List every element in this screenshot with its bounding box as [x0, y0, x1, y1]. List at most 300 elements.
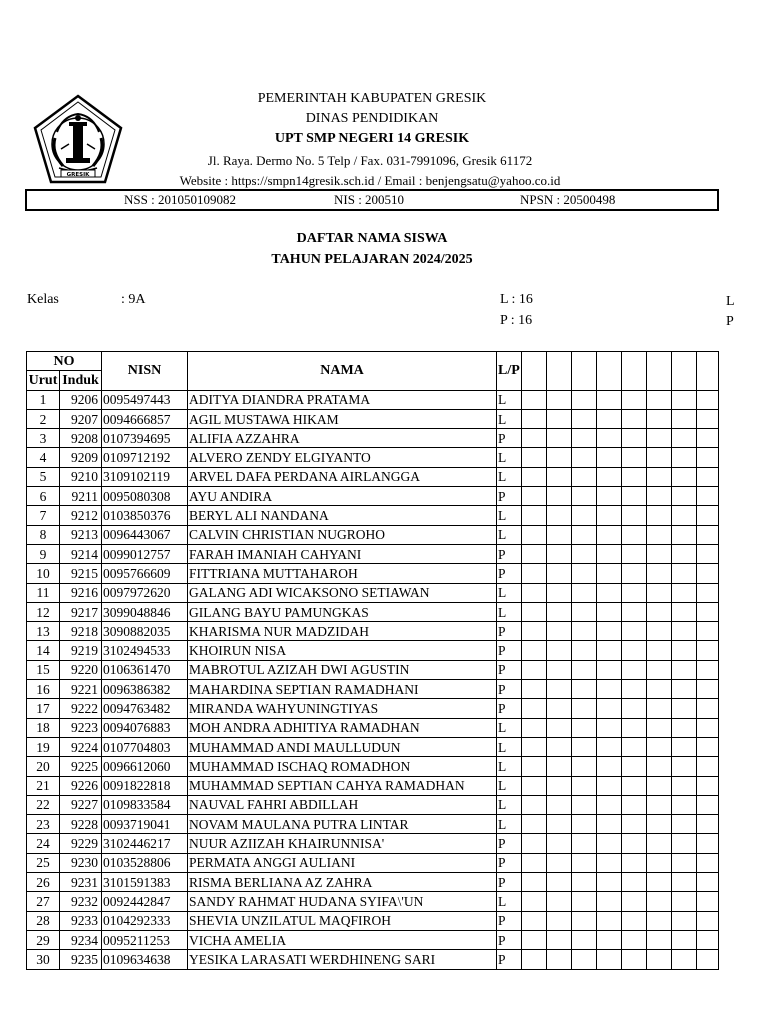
row-extra-cell [521, 448, 546, 467]
row-induk: 9230 [60, 853, 102, 872]
row-extra-cell [671, 487, 696, 506]
row-extra-cell [621, 660, 646, 679]
row-extra-cell [571, 448, 596, 467]
row-extra-cell [696, 795, 718, 814]
row-induk: 9214 [60, 544, 102, 563]
row-extra-cell [571, 815, 596, 834]
row-extra-cell [671, 892, 696, 911]
row-urut: 27 [27, 892, 60, 911]
row-extra-cell [671, 409, 696, 428]
row-extra-cell [596, 409, 621, 428]
row-extra-cell [596, 506, 621, 525]
row-extra-cell [646, 409, 671, 428]
row-extra-cell [696, 660, 718, 679]
row-induk: 9216 [60, 583, 102, 602]
row-extra-cell [521, 757, 546, 776]
row-nisn: 0096612060 [102, 757, 188, 776]
row-gender: L [497, 390, 522, 409]
row-extra-cell [621, 467, 646, 486]
row-induk: 9222 [60, 699, 102, 718]
row-urut: 20 [27, 757, 60, 776]
row-extra-cell [646, 467, 671, 486]
row-urut: 25 [27, 853, 60, 872]
row-gender: P [497, 930, 522, 949]
row-extra-cell [696, 564, 718, 583]
table-row [27, 660, 719, 679]
row-extra-cell [596, 815, 621, 834]
row-extra-cell [571, 467, 596, 486]
table-row [27, 429, 719, 448]
row-extra-cell [521, 622, 546, 641]
row-induk: 9211 [60, 487, 102, 506]
row-extra-cell [571, 834, 596, 853]
department-name: DINAS PENDIDIKAN [305, 111, 439, 126]
row-extra-cell [521, 467, 546, 486]
row-nama: NUUR AZIIZAH KHAIRUNNISA' [188, 834, 497, 853]
row-extra-cell [621, 815, 646, 834]
header-extra [621, 352, 646, 391]
row-induk: 9221 [60, 680, 102, 699]
row-extra-cell [671, 911, 696, 930]
row-extra-cell [571, 409, 596, 428]
row-urut: 28 [27, 911, 60, 930]
row-nama: MOH ANDRA ADHITIYA RAMADHAN [188, 718, 497, 737]
row-extra-cell [521, 776, 546, 795]
header-induk: Induk [60, 371, 102, 390]
row-extra-cell [546, 911, 571, 930]
row-extra-cell [596, 699, 621, 718]
table-row [27, 390, 719, 409]
row-extra-cell [546, 873, 571, 892]
table-row [27, 506, 719, 525]
row-nama: MUHAMMAD ANDI MAULLUDUN [188, 737, 497, 756]
row-extra-cell [596, 834, 621, 853]
table-row [27, 757, 719, 776]
row-nama: YESIKA LARASATI WERDHINENG SARI [188, 950, 497, 969]
row-extra-cell [671, 853, 696, 872]
row-extra-cell [696, 506, 718, 525]
row-extra-cell [546, 853, 571, 872]
table-row [27, 892, 719, 911]
row-extra-cell [671, 525, 696, 544]
school-id-bar [25, 189, 719, 211]
row-nisn: 0094076883 [102, 718, 188, 737]
row-extra-cell [546, 467, 571, 486]
row-extra-cell [646, 660, 671, 679]
row-extra-cell [621, 911, 646, 930]
row-extra-cell [546, 544, 571, 563]
row-urut: 6 [27, 487, 60, 506]
row-extra-cell [571, 795, 596, 814]
row-extra-cell [596, 950, 621, 969]
row-extra-cell [671, 641, 696, 660]
row-extra-cell [671, 564, 696, 583]
row-extra-cell [621, 525, 646, 544]
nis-number: NIS : 200510 [334, 192, 405, 207]
row-extra-cell [596, 660, 621, 679]
row-nama: GALANG ADI WICAKSONO SETIAWAN [188, 583, 497, 602]
row-urut: 22 [27, 795, 60, 814]
row-extra-cell [571, 776, 596, 795]
row-extra-cell [546, 622, 571, 641]
row-extra-cell [621, 544, 646, 563]
row-extra-cell [521, 930, 546, 949]
row-extra-cell [596, 564, 621, 583]
row-extra-cell [646, 506, 671, 525]
row-nama: PERMATA ANGGI AULIANI [188, 853, 497, 872]
row-gender: L [497, 815, 522, 834]
table-row [27, 448, 719, 467]
row-induk: 9208 [60, 429, 102, 448]
row-extra-cell [696, 390, 718, 409]
table-row [27, 409, 719, 428]
row-extra-cell [621, 757, 646, 776]
row-extra-cell [571, 911, 596, 930]
row-nama: GILANG BAYU PAMUNGKAS [188, 602, 497, 621]
row-extra-cell [571, 699, 596, 718]
row-nisn: 3099048846 [102, 602, 188, 621]
row-extra-cell [546, 834, 571, 853]
row-gender: L [497, 602, 522, 621]
row-extra-cell [696, 737, 718, 756]
row-extra-cell [671, 660, 696, 679]
row-extra-cell [521, 544, 546, 563]
row-gender: L [497, 506, 522, 525]
row-extra-cell [521, 602, 546, 621]
row-extra-cell [521, 429, 546, 448]
row-extra-cell [546, 583, 571, 602]
row-nama: ALIFIA AZZAHRA [188, 429, 497, 448]
row-extra-cell [646, 892, 671, 911]
row-extra-cell [596, 622, 621, 641]
row-nisn: 0103850376 [102, 506, 188, 525]
table-row [27, 487, 719, 506]
row-extra-cell [646, 950, 671, 969]
row-induk: 9229 [60, 834, 102, 853]
row-nama: MUHAMMAD ISCHAQ ROMADHON [188, 757, 497, 776]
row-extra-cell [571, 429, 596, 448]
row-extra-cell [596, 467, 621, 486]
row-extra-cell [646, 911, 671, 930]
table-row [27, 737, 719, 756]
row-extra-cell [596, 776, 621, 795]
row-urut: 29 [27, 930, 60, 949]
row-extra-cell [521, 525, 546, 544]
row-extra-cell [621, 950, 646, 969]
row-extra-cell [696, 622, 718, 641]
row-extra-cell [521, 583, 546, 602]
class-label: Kelas [27, 292, 59, 307]
row-extra-cell [621, 583, 646, 602]
table-row [27, 834, 719, 853]
school-name: UPT SMP NEGERI 14 GRESIK [274, 131, 470, 146]
row-extra-cell [571, 873, 596, 892]
row-extra-cell [646, 718, 671, 737]
row-induk: 9219 [60, 641, 102, 660]
row-extra-cell [521, 737, 546, 756]
row-extra-cell [646, 737, 671, 756]
table-row [27, 622, 719, 641]
row-gender: P [497, 622, 522, 641]
row-extra-cell [696, 680, 718, 699]
header-nisn: NISN [102, 352, 188, 391]
row-extra-cell [646, 544, 671, 563]
row-nama: SHEVIA UNZILATUL MAQFIROH [188, 911, 497, 930]
row-nisn: 0096386382 [102, 680, 188, 699]
row-urut: 9 [27, 544, 60, 563]
row-nisn: 0094666857 [102, 409, 188, 428]
row-extra-cell [546, 448, 571, 467]
row-gender: P [497, 660, 522, 679]
row-urut: 14 [27, 641, 60, 660]
row-extra-cell [596, 487, 621, 506]
row-extra-cell [571, 506, 596, 525]
row-extra-cell [546, 602, 571, 621]
row-extra-cell [621, 622, 646, 641]
row-induk: 9217 [60, 602, 102, 621]
row-extra-cell [596, 892, 621, 911]
row-extra-cell [671, 448, 696, 467]
row-extra-cell [521, 409, 546, 428]
row-induk: 9225 [60, 757, 102, 776]
row-induk: 9213 [60, 525, 102, 544]
header-no: NO [27, 352, 102, 371]
row-gender: L [497, 583, 522, 602]
row-extra-cell [671, 506, 696, 525]
row-extra-cell [571, 602, 596, 621]
row-extra-cell [571, 641, 596, 660]
row-nisn: 0109634638 [102, 950, 188, 969]
row-urut: 21 [27, 776, 60, 795]
row-induk: 9228 [60, 815, 102, 834]
row-nama: MABROTUL AZIZAH DWI AGUSTIN [188, 660, 497, 679]
row-extra-cell [696, 525, 718, 544]
row-induk: 9215 [60, 564, 102, 583]
row-extra-cell [646, 930, 671, 949]
row-nama: KHARISMA NUR MADZIDAH [188, 622, 497, 641]
row-induk: 9223 [60, 718, 102, 737]
row-extra-cell [696, 409, 718, 428]
row-extra-cell [696, 718, 718, 737]
row-nama: MUHAMMAD SEPTIAN CAHYA RAMADHAN [188, 776, 497, 795]
row-extra-cell [696, 602, 718, 621]
row-extra-cell [596, 525, 621, 544]
row-extra-cell [671, 815, 696, 834]
row-extra-cell [596, 911, 621, 930]
class-value: : 9A [121, 292, 146, 307]
row-nisn: 0094763482 [102, 699, 188, 718]
row-extra-cell [546, 950, 571, 969]
row-urut: 1 [27, 390, 60, 409]
row-extra-cell [646, 564, 671, 583]
government-name: PEMERINTAH KABUPATEN GRESIK [257, 91, 487, 106]
row-gender: P [497, 699, 522, 718]
nss-number: NSS : 201050109082 [124, 192, 236, 207]
row-nisn: 0096443067 [102, 525, 188, 544]
row-nisn: 0109712192 [102, 448, 188, 467]
row-extra-cell [671, 795, 696, 814]
academic-year: TAHUN PELAJARAN 2024/2025 [271, 252, 473, 267]
row-nama: NOVAM MAULANA PUTRA LINTAR [188, 815, 497, 834]
row-nama: FITTRIANA MUTTAHAROH [188, 564, 497, 583]
row-extra-cell [546, 487, 571, 506]
row-extra-cell [646, 815, 671, 834]
row-extra-cell [546, 564, 571, 583]
row-extra-cell [571, 930, 596, 949]
row-extra-cell [646, 795, 671, 814]
row-urut: 10 [27, 564, 60, 583]
row-nisn: 0091822818 [102, 776, 188, 795]
row-extra-cell [671, 390, 696, 409]
row-extra-cell [671, 718, 696, 737]
row-urut: 16 [27, 680, 60, 699]
row-extra-cell [521, 853, 546, 872]
row-extra-cell [621, 737, 646, 756]
row-nisn: 0095497443 [102, 390, 188, 409]
row-extra-cell [571, 892, 596, 911]
row-extra-cell [621, 892, 646, 911]
row-extra-cell [571, 660, 596, 679]
row-nisn: 0107704803 [102, 737, 188, 756]
row-extra-cell [696, 776, 718, 795]
row-urut: 2 [27, 409, 60, 428]
row-urut: 19 [27, 737, 60, 756]
row-extra-cell [521, 815, 546, 834]
row-extra-cell [621, 930, 646, 949]
row-nisn: 0097972620 [102, 583, 188, 602]
row-extra-cell [546, 506, 571, 525]
row-extra-cell [521, 950, 546, 969]
row-extra-cell [546, 930, 571, 949]
table-row [27, 853, 719, 872]
row-extra-cell [546, 409, 571, 428]
row-extra-cell [696, 950, 718, 969]
row-nama: KHOIRUN NISA [188, 641, 497, 660]
row-extra-cell [571, 950, 596, 969]
row-extra-cell [596, 873, 621, 892]
row-nama: MIRANDA WAHYUNINGTIYAS [188, 699, 497, 718]
row-extra-cell [596, 718, 621, 737]
row-extra-cell [571, 718, 596, 737]
row-extra-cell [646, 641, 671, 660]
row-extra-cell [671, 930, 696, 949]
row-nisn: 0109833584 [102, 795, 188, 814]
row-extra-cell [521, 660, 546, 679]
row-extra-cell [546, 680, 571, 699]
row-extra-cell [671, 699, 696, 718]
row-extra-cell [646, 834, 671, 853]
row-extra-cell [621, 718, 646, 737]
row-extra-cell [696, 448, 718, 467]
table-row [27, 776, 719, 795]
row-extra-cell [546, 525, 571, 544]
row-urut: 8 [27, 525, 60, 544]
table-row [27, 950, 719, 969]
table-row [27, 525, 719, 544]
table-header-row [27, 352, 719, 371]
row-nisn: 0107394695 [102, 429, 188, 448]
row-extra-cell [671, 757, 696, 776]
row-gender: L [497, 718, 522, 737]
row-nisn: 0104292333 [102, 911, 188, 930]
school-website: Website : https://smpn14gresik.sch.id / Email : benjengsatu@yahoo.co.id [179, 173, 561, 188]
table-row [27, 602, 719, 621]
table-row [27, 930, 719, 949]
row-gender: P [497, 834, 522, 853]
row-extra-cell [521, 873, 546, 892]
row-gender: L [497, 409, 522, 428]
female-side-label: P [726, 314, 734, 329]
row-gender: P [497, 544, 522, 563]
row-induk: 9235 [60, 950, 102, 969]
row-extra-cell [546, 815, 571, 834]
row-gender: L [497, 757, 522, 776]
table-row [27, 641, 719, 660]
row-extra-cell [596, 853, 621, 872]
row-extra-cell [646, 776, 671, 795]
row-extra-cell [671, 429, 696, 448]
row-extra-cell [621, 834, 646, 853]
row-extra-cell [696, 429, 718, 448]
row-extra-cell [546, 429, 571, 448]
table-row [27, 583, 719, 602]
row-extra-cell [546, 718, 571, 737]
row-nama: ARVEL DAFA PERDANA AIRLANGGA [188, 467, 497, 486]
table-row [27, 467, 719, 486]
row-extra-cell [621, 853, 646, 872]
header-extra [646, 352, 671, 391]
row-gender: L [497, 467, 522, 486]
row-extra-cell [621, 409, 646, 428]
row-extra-cell [671, 737, 696, 756]
row-extra-cell [571, 487, 596, 506]
table-row [27, 564, 719, 583]
row-extra-cell [671, 467, 696, 486]
npsn-number: NPSN : 20500498 [520, 192, 616, 207]
row-gender: P [497, 641, 522, 660]
row-extra-cell [696, 930, 718, 949]
female-count: P : 16 [500, 313, 533, 328]
table-row [27, 911, 719, 930]
row-extra-cell [546, 795, 571, 814]
row-extra-cell [596, 390, 621, 409]
row-extra-cell [596, 602, 621, 621]
row-gender: P [497, 911, 522, 930]
row-extra-cell [696, 641, 718, 660]
header-extra [546, 352, 571, 391]
row-gender: P [497, 950, 522, 969]
row-nama: ADITYA DIANDRA PRATAMA [188, 390, 497, 409]
row-extra-cell [621, 487, 646, 506]
row-extra-cell [671, 544, 696, 563]
row-induk: 9220 [60, 660, 102, 679]
row-extra-cell [521, 834, 546, 853]
row-extra-cell [571, 737, 596, 756]
row-extra-cell [596, 641, 621, 660]
row-extra-cell [671, 583, 696, 602]
row-extra-cell [546, 390, 571, 409]
row-extra-cell [646, 622, 671, 641]
row-extra-cell [696, 911, 718, 930]
row-extra-cell [696, 699, 718, 718]
row-nama: VICHA AMELIA [188, 930, 497, 949]
row-extra-cell [521, 718, 546, 737]
table-row [27, 544, 719, 563]
row-gender: P [497, 487, 522, 506]
row-induk: 9212 [60, 506, 102, 525]
row-nama: RISMA BERLIANA AZ ZAHRA [188, 873, 497, 892]
row-extra-cell [571, 622, 596, 641]
